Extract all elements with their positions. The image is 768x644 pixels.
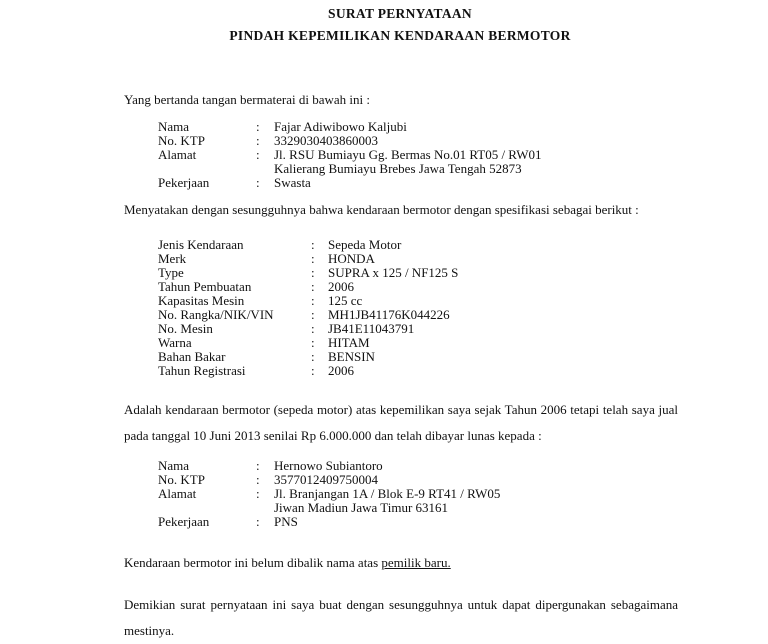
field-label: Jenis Kendaraan xyxy=(158,237,244,252)
field-value: Sepeda Motor xyxy=(328,237,402,252)
field-colon: : xyxy=(256,133,260,148)
field-label: Nama xyxy=(158,119,190,134)
field-colon: : xyxy=(256,175,260,190)
field-colon: : xyxy=(311,279,315,294)
field-colon: : xyxy=(256,147,260,162)
field-colon: : xyxy=(311,237,315,252)
field-label: Alamat xyxy=(158,486,197,501)
field-label: Tahun Registrasi xyxy=(158,363,246,378)
document-title: SURAT PERNYATAAN xyxy=(328,6,472,21)
field-label: Type xyxy=(158,265,184,280)
ownership-text: Adalah kendaraan bermotor (sepeda motor) atas kepemilikan saya sejak Tahun 2006 tetapi telah saya jual pada tanggal 10 Juni 2013 senilai Rp 6.000.000 dan telah dibayar lunas kepada : xyxy=(124,402,678,443)
field-label: Kapasitas Mesin xyxy=(158,293,245,308)
transfer-note-underlined: pemilik baru. xyxy=(381,555,451,570)
field-colon: : xyxy=(311,349,315,364)
field-colon: : xyxy=(311,265,315,280)
field-colon: : xyxy=(256,458,260,473)
field-value: 3329030403860003 xyxy=(274,133,378,148)
transfer-note-text: Kendaraan bermotor ini belum dibalik nama atas xyxy=(124,555,382,570)
field-value: SUPRA x 125 / NF125 S xyxy=(328,265,459,280)
field-value: BENSIN xyxy=(328,349,375,364)
field-value: Kalierang Bumiayu Brebes Jawa Tengah 52873 xyxy=(274,161,522,176)
field-label: No. KTP xyxy=(158,472,205,487)
field-value: HONDA xyxy=(328,251,375,266)
field-value: Jl. Branjangan 1A / Blok E-9 RT41 / RW05 xyxy=(274,486,501,501)
field-colon: : xyxy=(256,514,260,529)
statement-text: Menyatakan dengan sesungguhnya bahwa kendaraan bermotor dengan spesifikasi sebagai berikut : xyxy=(124,202,639,217)
field-label: Merk xyxy=(158,251,187,266)
field-label: Alamat xyxy=(158,147,197,162)
field-colon: : xyxy=(256,472,260,487)
field-value: PNS xyxy=(274,514,298,529)
field-label: Nama xyxy=(158,458,190,473)
field-value: HITAM xyxy=(328,335,370,350)
field-value: Fajar Adiwibowo Kaljubi xyxy=(274,119,407,134)
field-value: 2006 xyxy=(328,279,354,294)
field-label: Tahun Pembuatan xyxy=(158,279,252,294)
field-value: Swasta xyxy=(274,175,311,190)
field-value: JB41E11043791 xyxy=(328,321,415,336)
field-label: No. Rangka/NIK/VIN xyxy=(158,307,274,322)
field-colon: : xyxy=(311,335,315,350)
field-value: Hernowo Subiantoro xyxy=(274,458,383,473)
field-value: Jiwan Madiun Jawa Timur 63161 xyxy=(274,500,449,515)
field-value: 125 cc xyxy=(328,293,363,308)
field-value: 3577012409750004 xyxy=(274,472,378,487)
field-label: Pekerjaan xyxy=(158,175,210,190)
closing-text: Demikian surat pernyataan ini saya buat dengan sesungguhnya untuk dapat dipergunakan sebagaimana mestinya. xyxy=(124,597,678,638)
field-label: Warna xyxy=(158,335,192,350)
field-value: MH1JB41176K044226 xyxy=(328,307,450,322)
field-colon: : xyxy=(311,307,315,322)
field-colon: : xyxy=(256,119,260,134)
field-colon: : xyxy=(311,251,315,266)
field-label: Pekerjaan xyxy=(158,514,210,529)
field-label: No. KTP xyxy=(158,133,205,148)
field-value: 2006 xyxy=(328,363,354,378)
field-label: No. Mesin xyxy=(158,321,213,336)
field-value: Jl. RSU Bumiayu Gg. Bermas No.01 RT05 / RW01 xyxy=(274,147,542,162)
document-subtitle: PINDAH KEPEMILIKAN KENDARAAN BERMOTOR xyxy=(229,28,571,43)
field-colon: : xyxy=(311,363,315,378)
field-label: Bahan Bakar xyxy=(158,349,226,364)
intro-text: Yang bertanda tangan bermaterai di bawah ini : xyxy=(124,92,370,107)
field-colon: : xyxy=(311,293,315,308)
field-colon: : xyxy=(256,486,260,501)
transfer-note xyxy=(124,550,678,576)
field-colon: : xyxy=(311,321,315,336)
